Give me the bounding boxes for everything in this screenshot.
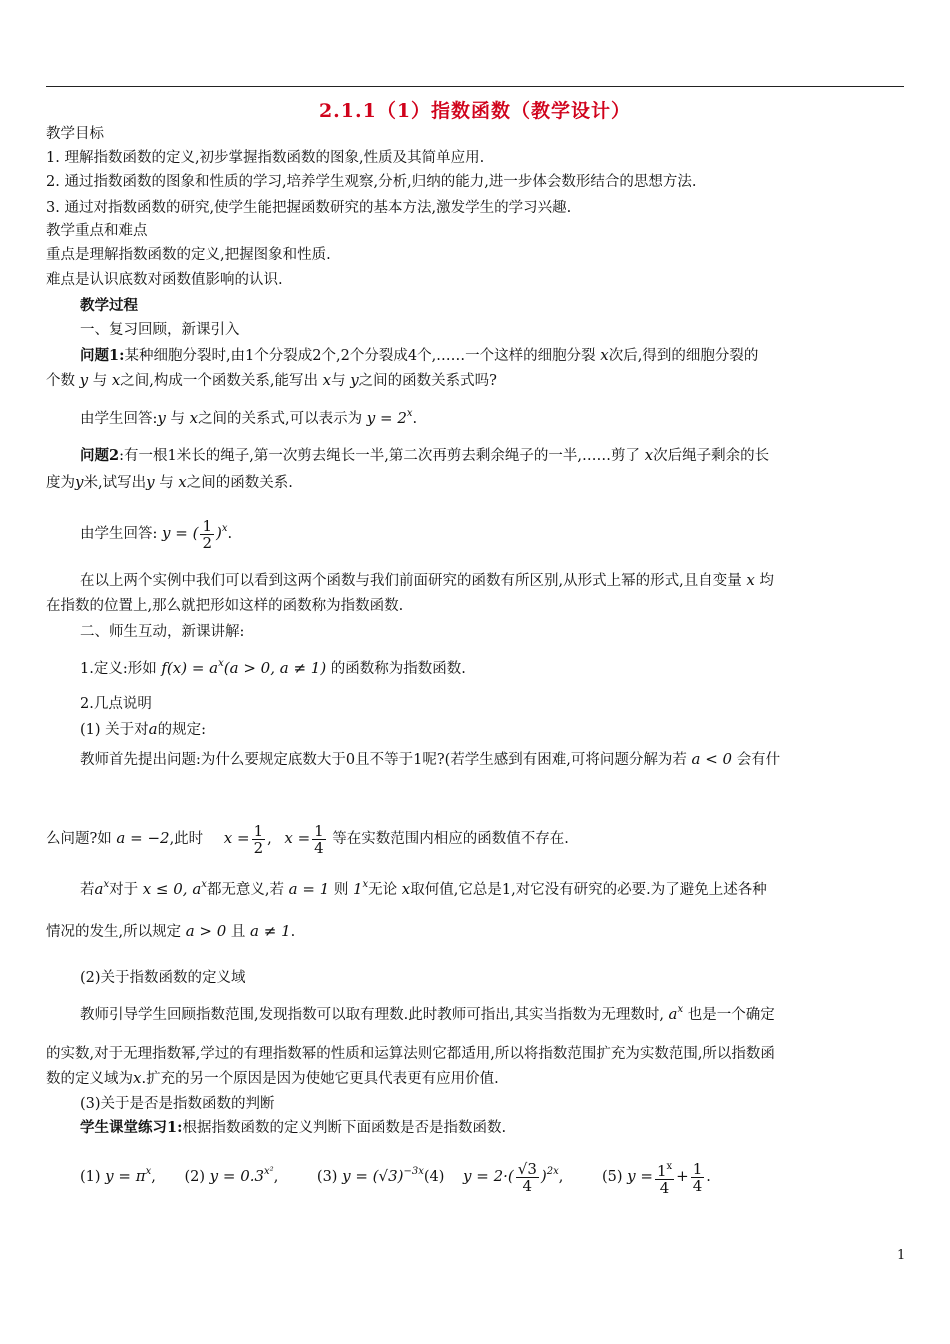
question-2-line-1: 问题2:有一根1米长的绳子,第一次剪去绳长一半,第二次再剪去剩余绳子的一半,……剪了 x次后绳子剩余的长	[80, 446, 770, 464]
goal-item-2: 2. 通过指数函数的图象和性质的学习,培养学生观察,分析,归纳的能力,进一步体会数形结合的思想方法.	[46, 174, 697, 190]
goal-item-1: 1. 理解指数函数的定义,初步掌握指数函数的图象,性质及其简单应用.	[46, 150, 485, 166]
formula-definition: $f(x) = a^x(a > 0$, a ≠ 1)	[161, 658, 327, 677]
note-1-heading: (1) 关于对a的规定:	[80, 720, 206, 738]
page-title: 2.1.1（1）指数函数（教学设计）	[318, 100, 632, 122]
formula-y-2x: $y = 2^x$	[366, 408, 413, 427]
intro-paragraph-line-2: 在指数的位置上,那么就把形如这样的函数称为指数函数.	[46, 598, 404, 614]
teacher-question-line-3: 若$a^x$对于 x ≤ 0, $a^x$都无意义,若 a = 1 则 1$^x$无论 x取何值,它总是1,对它没有研究的必要.为了避免上述各种	[80, 879, 767, 898]
intro-paragraph-line-1: 在以上两个实例中我们可以看到这两个函数与我们前面研究的函数有所区别,从形式上幂的形式,且自变量 x 均	[80, 571, 774, 589]
exercise-items: (1) $y = \pi^x$, (2) $y = 0.3^{x^2}$, (3) $y = (√3)^{-3x}(4) y = 2\cdot$( $\frac{√3}{4}$ )$^{2x}$, (5) y = $\frac{1^x}{4}$ + $\frac{1}{4}$ .	[80, 1159, 711, 1197]
header-rule	[46, 86, 904, 87]
answer-2: 由学生回答: y = ( $\frac{1}{2}$ )$^x$.	[80, 516, 233, 552]
exercise-formula-2: $y = 0.3^{x^2}$	[209, 1166, 274, 1185]
domain-paragraph-line-3: 数的定义域为x.扩充的另一个原因是因为使她它更具代表更有应用价值.	[46, 1069, 499, 1087]
question-2-line-2: 度为y米,试写出y 与 x之间的函数关系.	[46, 473, 293, 491]
question-1-line-1: 问题1:某种细胞分裂时,由1个分裂成2个,2个分裂成4个,……一个这样的细胞分裂 x次后,得到的细胞分裂的	[80, 346, 759, 364]
question-1-label: 问题1:	[80, 347, 125, 364]
teacher-question-line-4: 情况的发生,所以规定 a > 0 且 a ≠ 1.	[46, 922, 296, 940]
exercise-formula-4: y = 2·( $\frac{√3}{4}$ )$^{2x}$	[463, 1159, 559, 1195]
page-number: 1	[897, 1248, 906, 1263]
exercise-label: 学生课堂练习1:	[80, 1119, 183, 1136]
note-3-heading: (3)关于是否是指数函数的判断	[80, 1096, 275, 1112]
exercise-formula-1: $y = \pi^x$	[105, 1166, 152, 1185]
definition: 1.定义:形如 $f(x) = a^x(a > 0$, a ≠ 1) 的函数称为指数函数.	[80, 658, 466, 677]
key-difficulty: 难点是认识底数对函数值影响的认识.	[46, 272, 283, 288]
key-heading: 教学重点和难点	[46, 223, 148, 239]
exercise-formula-3: $y = (√3)^{-3x}$	[342, 1166, 424, 1185]
teacher-question-line-2: 么问题?如 a = −2,此时 x = $\frac{1}{2}$ , x = $\frac{1}{4}$ 等在实数范围内相应的函数值不存在.	[46, 821, 569, 857]
question-1-line-2: 个数 y 与 x之间,构成一个函数关系,能写出 x与 y之间的函数关系式吗?	[46, 371, 497, 389]
part1-heading: 一、复习回顾，新课引入	[80, 322, 240, 338]
answer-1: 由学生回答:y 与 x之间的关系式,可以表示为 $y = 2^x$.	[80, 408, 418, 427]
exercise-1: 学生课堂练习1:根据指数函数的定义判断下面函数是否是指数函数.	[80, 1119, 507, 1136]
question-2-label: 问题2	[80, 447, 120, 464]
notes-heading: 2.几点说明	[80, 696, 152, 712]
formula-x-quarter: x = $\frac{1}{4}$	[284, 821, 324, 857]
formula-y-half-x: y = ( $\frac{1}{2}$ )$^x$	[162, 516, 228, 552]
key-focus: 重点是理解指数函数的定义,把握图象和性质.	[46, 247, 331, 263]
domain-paragraph-line-1: 教师引导学生回顾指数范围,发现指数可以取有理数.此时教师可指出,其实当指数为无理数时, $a^x$ 也是一个确定	[80, 1004, 775, 1023]
domain-paragraph-line-2: 的实数,对于无理指数幂,学过的有理指数幂的性质和运算法则它都适用,所以将指数范围扩充为实数范围,所以指数函	[46, 1046, 775, 1062]
goals-heading: 教学目标	[46, 126, 104, 142]
part2-heading: 二、师生互动，新课讲解:	[80, 624, 245, 640]
exercise-formula-5: y = $\frac{1^x}{4}$ + $\frac{1}{4}$	[627, 1159, 703, 1197]
process-heading: 教学过程	[80, 297, 138, 314]
note-2-heading: (2)关于指数函数的定义域	[80, 970, 246, 986]
formula-x-half: x = $\frac{1}{2}$	[223, 821, 264, 857]
teacher-question-line-1: 教师首先提出问题:为什么要规定底数大于0且不等于1呢?(若学生感到有困难,可将问题分解为若 a < 0 会有什	[80, 750, 781, 768]
goal-item-3: 3. 通过对指数函数的研究,使学生能把握函数研究的基本方法,激发学生的学习兴趣.	[46, 200, 572, 216]
